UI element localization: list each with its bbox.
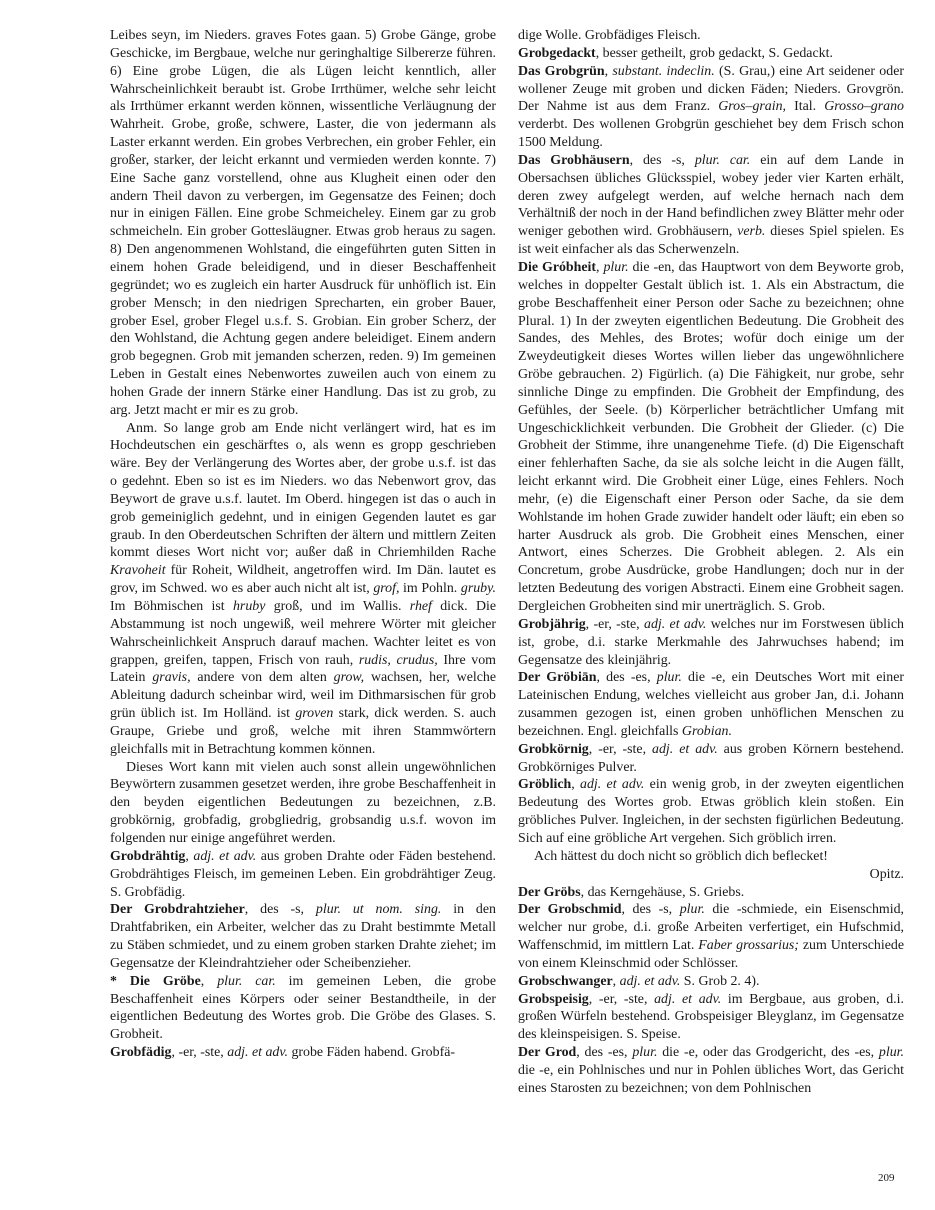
text-run: , -er, -ste, xyxy=(588,741,653,757)
dictionary-entry xyxy=(518,991,904,1045)
text-run: dieses Spiel spielen. Es ist weit einfacher als das Scherwenzeln. xyxy=(518,224,904,258)
dictionary-entry xyxy=(518,741,904,777)
headword: Grobgedackt xyxy=(518,45,596,61)
dictionary-entry xyxy=(518,152,904,259)
text-run: stark, dick werden. S. auch Graupe, Griebe und groß, welche mit ihren Stammwörtern gleichfalls mit in Betrachtung kommen können. xyxy=(110,706,496,757)
text-run: im Pohln. xyxy=(399,581,461,597)
italic-term: plur. xyxy=(878,1045,905,1061)
headword: Grobdrähtig xyxy=(110,848,186,864)
headword: * Die Gröbe xyxy=(110,973,201,989)
paragraph xyxy=(110,420,496,759)
italic-term: plur. xyxy=(603,259,629,275)
text-run: dige Wolle. Grobfädiges Fleisch. xyxy=(518,28,701,43)
dictionary-entry xyxy=(518,776,904,847)
italic-term: plur. xyxy=(679,902,705,918)
headword: Das Grobhäusern xyxy=(518,152,630,168)
text-run: im Bergbaue, aus groben, d.i. großen Würfeln bestehend. Grobspeisiger Bleyglanz, im Gegensatze des kleinspeisigen. S. Speise. xyxy=(518,991,904,1043)
headword: Der Gröbiān xyxy=(518,670,597,686)
headword: Der Gröbs xyxy=(518,884,581,900)
quotation-attribution xyxy=(518,866,904,884)
italic-term: adj. et adv. xyxy=(193,848,257,864)
text-run: welches nur im Forstwesen üblich ist, grobe, d.i. starke Merkmahle des Jahrwuchses habend; im Gegensatze des kleinjährig. xyxy=(518,616,904,668)
headword: Grobjährig xyxy=(518,616,586,632)
text-run: grobe Fäden habend. Grobfä- xyxy=(287,1045,455,1061)
text-run: die -e, ein Pohlnisches und nur in Pohlen übliches Wort, das Gericht eines Starosten zu bezeichnen; von dem Pohlnischen xyxy=(518,1062,904,1096)
text-run: die -e, ein Deutsches Wort mit einer Lateinischen Endung, welches vielleicht aus grober Jan, d.i. Johann zusammen gezogen ist, einen groben unhöflichen Menschen zu bezeichnen. Engl. gleichfalls xyxy=(518,670,904,739)
italic-term: Faber grossarius; xyxy=(698,938,799,954)
dictionary-entry xyxy=(518,901,904,972)
text-run: wachsen, her, welche Ableitung dadurch scheinbar wird, weil im Dithmarsischen für grob grün üblich ist. Im Holländ. ist xyxy=(110,670,496,722)
text-run: , -er, -ste, xyxy=(585,616,644,632)
headword: Grobkörnig xyxy=(518,741,589,757)
text-run: , xyxy=(596,259,604,275)
paragraph xyxy=(110,759,496,848)
italic-term: Grosso–grano xyxy=(824,99,904,115)
italic-term: rudis, crudus, xyxy=(358,652,438,668)
headword: Der Grobschmid xyxy=(518,902,622,918)
text-run: für Roheit, Wildheit, angetroffen wird. Im Dän. lautet es grov, im Schwed. wo es aber auch nicht alt ist, xyxy=(110,563,496,597)
text-run: im gemeinen Leben, die grobe Beschaffenheit eines Körpers oder seiner Bestandtheile, in der eigentlichen Bedeutung des Wortes grob. Die Gröbe des Glases. S. Grobheit. xyxy=(110,973,496,1043)
dictionary-entry xyxy=(518,45,904,63)
headword: Der Grobdrahtzieher xyxy=(110,902,245,918)
text-run: , das Kerngehäuse, S. Griebs. xyxy=(580,884,745,900)
text-run: verderbt. Des wollenen Grobgrün geschiehet bey dem Frisch schon 1500 Meldung. xyxy=(518,117,904,151)
text-run: S. Grob 2. 4). xyxy=(680,973,760,989)
text-run: (S. Grau,) eine Art seidener oder wollener Zeuge mit groben und dicken Fäden; Nieders. Grovgrön. Der Nahme ist aus dem Franz. xyxy=(518,63,904,115)
headword: Das Grobgrün xyxy=(518,63,605,79)
text-run: in den Drahtfabriken, ein Arbeiter, welcher das zu Draht bestimmte Metall zu Stäben schmiedet, und zu einem groben starken Drahte ziehet; im Gegensatze der Kleindrahtzieher oder Scheibenzieher. xyxy=(110,902,496,971)
paragraph xyxy=(110,27,496,420)
text-run: dick. Die Abstammung ist noch ungewiß, weil mehrere Wörter mit gleicher Wahrscheinlichkeit Anspruch darauf machen. Wachter leitet es von grappen, greifen, tappen, Frisch von rauh, xyxy=(110,599,497,668)
italic-term: plur. car. xyxy=(217,973,276,989)
italic-term: gruby. xyxy=(460,581,496,597)
text-run: Opitz. xyxy=(869,866,904,882)
text-run: die -e, oder das Grodgericht, des -es, xyxy=(657,1045,879,1061)
dictionary-entry xyxy=(110,973,496,1044)
text-run: die -schmiede, ein Eisenschmid, welcher nur grobe, d.i. große Arbeiten verfertiget, ein Hufschmid, Waffenschmid, im mittlern Lat. xyxy=(518,902,904,954)
text-run: ein auf dem Lande in Obersachsen übliches Glücksspiel, wobey jeder vier Karten erhält, deren zwey aufgelegt werden, auf welche hernach nach dem Verhältniß der noch in der Hand befindlichen zwey Blätter mehr oder weniger gebothen wird. Grobhäusern, xyxy=(518,152,905,240)
headword: Grobspeisig xyxy=(518,991,589,1007)
italic-term: grow, xyxy=(333,670,365,686)
dictionary-entry xyxy=(518,973,904,991)
italic-term: hruby xyxy=(232,599,266,614)
text-run: Ital. xyxy=(786,99,825,115)
headword: Gröblich xyxy=(518,777,572,793)
headword: Die Gróbheit xyxy=(518,259,597,275)
paragraph xyxy=(518,27,904,45)
italic-term: plur. xyxy=(632,1045,658,1061)
text-run: , des -s, xyxy=(629,152,695,168)
italic-term: groven xyxy=(295,706,334,722)
headword: Grobschwanger xyxy=(518,973,613,989)
text-run: Ihre vom Latein xyxy=(110,652,496,686)
text-run: , xyxy=(604,63,613,79)
text-run: , besser getheilt, grob gedackt, S. Gedackt. xyxy=(595,45,833,61)
text-run: Dieses Wort kann mit vielen auch sonst allein ungewöhnlichen Beywörtern zusammen gesetzet werden, ihre grobe Beschaffenheit in den beyden eigentlichen Bedeutungen zu bezeichnen, z.B. grobkörnig, grobfadig, grobgliedrig, grobsandig u.s.f. wovon im folgenden nur einige angeführet werden. xyxy=(110,759,496,846)
text-run: groß, und im Wallis. xyxy=(265,599,410,614)
italic-term: adj. et adv. xyxy=(654,991,722,1007)
italic-term: adj. et adv. xyxy=(619,973,681,989)
text-run: , des -s, xyxy=(621,902,680,918)
page-number: 209 xyxy=(878,1172,895,1184)
text-run: Im Böhmischen ist xyxy=(110,599,233,614)
left-column xyxy=(110,27,496,1062)
dictionary-entry xyxy=(518,669,904,740)
text-run: Leibes seyn, im Nieders. graves Fotes gaan. 5) Grobe Gänge, grobe Geschicke, im Bergbaue, welche nur geringhaltige Silbererze führen. 6) Eine grobe Lügen, die als Lügen leicht kenntlich, aller Wahrscheinlichkeit beraubt ist. Grobe Irrthümer, welche sehr leicht als Irrthümer erkannt werden können, wissentliche Verläugnung der Wahrheit. Grobe, große, schwere, Laster, die von jedermann als Laster erkannt werden. Ein grobes Verbrechen, ein grober Fehler, ein großer, starker, der leicht erkannt und vermieden werden konnte. 7) Eine Sache ganz vorstellend, ohne aus Klugheit einen oder den andern Theil davon zu verbergen, im Gegensatze des Feinen; doch nur in einigen Fällen. Eine grobe Schmeicheley. Einem gar zu grob schmeicheln. Ein grober Gottesläugner. Etwas grob heraus zu sagen. 8) Den angenommenen Wohlstand, die eingeführten guten Sitten in einem hohen Grade beleidigend, und in dieser Beschaffenheit gegründet; wo es zugleich ein harter Ausdruck für unhöflich ist. Ein grober Mensch; in den niedrigen Sprecharten, ein grober Bauer, grober Esel, grober Flegel u.s.f. S. Grobian. Ein grober Scherz, der den Wohlstand, die Achtung gegen andere beleidiget. Einem andern grob begegnen. Grob mit jemanden scherzen, reden. 9) Im gemeinen Leben in Gestalt eines Nebenwortes zuweilen auch von einem zu hohen Grade der innern Stärke einer Handlung. Das ist zu grob, zu arg. Jetzt macht er mir es zu grob. xyxy=(110,28,496,418)
text-run: die -en, das Hauptwort von dem Beyworte grob, welches in doppelter Gestalt üblich ist. 1. Als ein Abstractum, die grobe Beschaffenheit einer Person oder Sache zu bezeichnen; ohne Plural. 1) In der zweyten eigentlichen Bedeutung. Die Grobheit des Sandes, des Mehles, des Brotes; wofür doch einige um der Zweydeutigkeit dieses Wortes willen lieber das ungewöhnlichere Gröbe gebrauchen. 2) Figürlich. (a) Die Fähigkeit, nur grobe, sehr sinnliche Dinge zu empfinden. Die Grobheit der Empfindung, des Gefühles, der Seele. (b) Körperlicher beträchtlicher Umfang mit Ungeschicklichkeit verbunden. Die Grobheit der Glieder. (c) Die Grobheit der Stimme, ihre unangenehme Tiefe. (d) Die Eigenschaft einer fehlerhaften Sache, da sie als solche leicht in die Augen fällt, leicht erkannt wird. Die Grobheit einer Lüge, eines Fehlers. Noch mehr, (e) die Eigenschaft einer Person oder Sache, da sie dem Wohlstande im hohen Grade zuwider handelt oder läuft; ein eben so harter Ausdruck als grob. Die Grobheit eines Menschen, einer Antwort, eines Scherzes. Die Grobheit ablegen. 2. Als ein Concretum, grobe Ausdrücke, grobe Handlungen; doch nur in der letzten Bedeutung des vorigen Abstracti. Einem eine Grobheit sagen. Dergleichen Grobheiten sind mir unerträglich. S. Grob. xyxy=(518,259,904,614)
italic-term: Gros–grain, xyxy=(718,99,787,115)
italic-term: verb. xyxy=(737,224,766,240)
text-run: , xyxy=(612,973,620,989)
italic-term: substant. indeclin. xyxy=(612,63,715,79)
italic-term: gravis, xyxy=(152,670,191,686)
text-run: ein wenig grob, in der zweyten eigentlichen Bedeutung des Wortes grob. Etwas gröblich klein stoßen. Ein gröbliches Pulver. Ingleichen, in der sechsten figürlichen Bedeutung. Sich auf eine gröbliche Art vergehen. Sich gröblich irren. xyxy=(518,777,904,846)
italic-term: plur. xyxy=(656,670,682,686)
dictionary-entry xyxy=(518,616,904,670)
dictionary-entry xyxy=(110,901,496,972)
dictionary-entry xyxy=(518,63,904,152)
dictionary-entry xyxy=(110,1044,496,1062)
text-run: , des -es, xyxy=(596,670,657,686)
text-run: , xyxy=(571,777,581,793)
text-run: , des -s, xyxy=(244,902,316,918)
text-run: aus groben Drahte oder Fäden bestehend. Grobdrähtiges Fleisch, im gemeinen Leben. Ein grobdrähtiger Zeug. S. Grobfädig. xyxy=(110,848,496,900)
headword: Grobfädig xyxy=(110,1045,172,1061)
quotation xyxy=(518,848,904,866)
italic-term: Kravoheit xyxy=(110,563,166,579)
text-run: , des -es, xyxy=(576,1045,633,1061)
text-run: zum Unterschiede von einem Kleinschmid oder Schlösser. xyxy=(518,938,905,971)
headword: Der Grod xyxy=(518,1045,577,1061)
right-column xyxy=(518,27,904,1098)
italic-term: grof, xyxy=(373,581,400,597)
italic-term: adj. et adv. xyxy=(644,616,707,632)
text-run: , -er, -ste, xyxy=(588,991,655,1007)
italic-term: Grobian. xyxy=(681,723,732,739)
text-run: , xyxy=(185,848,194,864)
italic-term: adj. et adv. xyxy=(652,741,718,757)
text-run: andere von dem alten xyxy=(190,670,334,686)
dictionary-entry xyxy=(518,884,904,902)
text-run: aus groben Körnern bestehend. Grobkörniges Pulver. xyxy=(518,741,904,775)
text-run: Anm. So lange grob am Ende nicht verlängert wird, hat es im Hochdeutschen ein geschärftes o, als wenn es gropp geschrieben wäre. Bey der Verlängerung des Wortes aber, der grobe u.s.f. ist das o gedehnt. Eben so ist es im Nieders. wo das Nebenwort grov, das Beywort de grave u.s.f. lautet. Im Oberd. hingegen ist das o auch in grob gemeiniglich gedehnt, und in einigen Gegenden lautet es gar graub. In den Oberdeutschen Schriften der ältern und mittlern Zeiten kommt dieses Wort nicht vor; außer daß in Chriemhilden Rache xyxy=(110,420,496,561)
dictionary-entry xyxy=(518,259,904,616)
text-run: , -er, -ste, xyxy=(171,1045,228,1061)
dictionary-entry xyxy=(518,1044,904,1098)
italic-term: adj. et adv. xyxy=(227,1045,288,1061)
dictionary-entry xyxy=(110,848,496,902)
italic-term: adj. et adv. xyxy=(580,777,645,793)
italic-term: plur. ut nom. sing. xyxy=(315,902,442,918)
text-run: Ach hättest du doch nicht so gröblich dich beflecket! xyxy=(534,848,828,864)
text-run: , xyxy=(200,973,218,989)
italic-term: plur. car. xyxy=(694,152,751,168)
italic-term: rhef xyxy=(409,599,432,614)
